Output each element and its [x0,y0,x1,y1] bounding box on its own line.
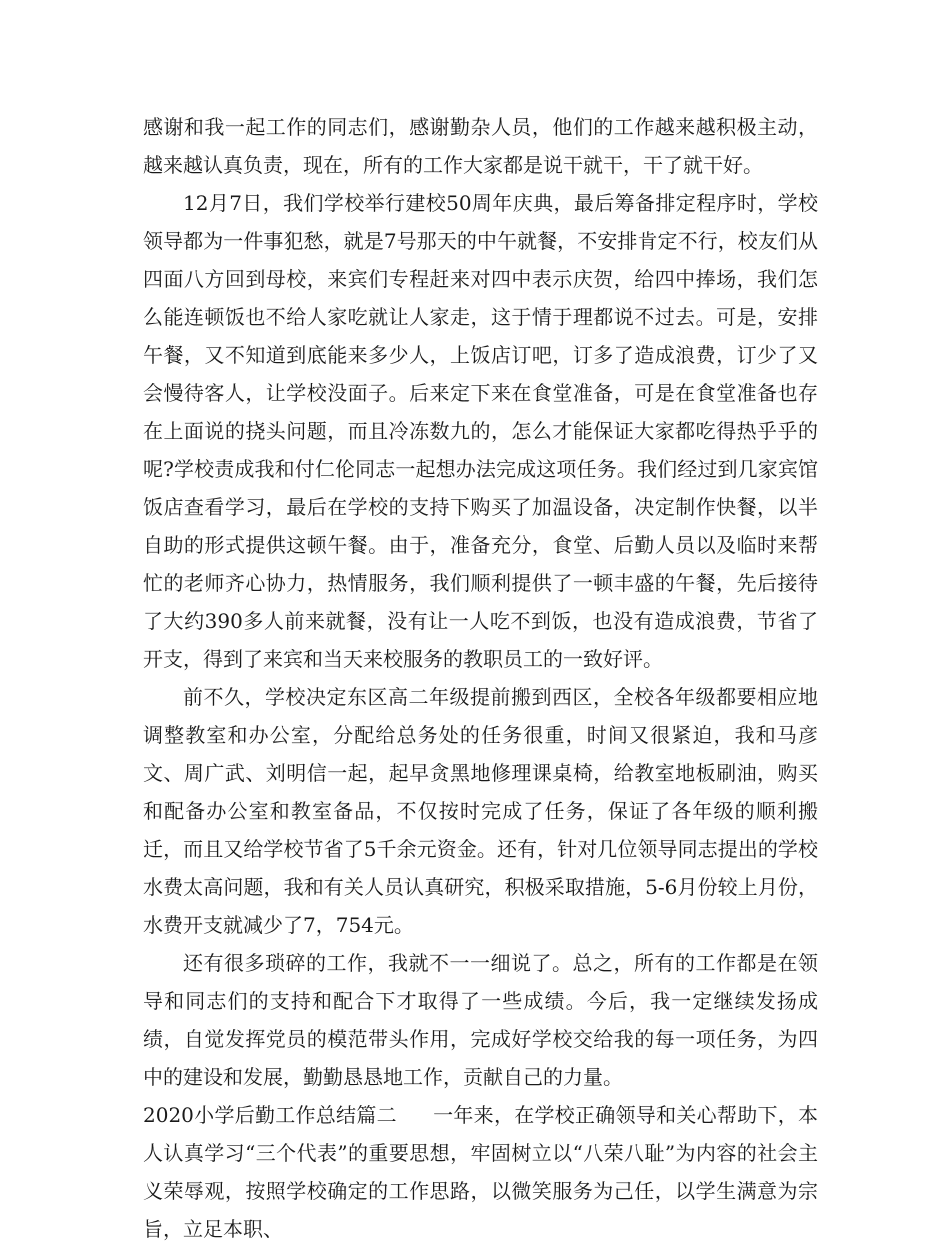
document-body [143,108,818,1248]
paragraph-1: 感谢和我一起工作的同志们，感谢勤杂人员，他们的工作越来越积极主动，越来越认真负责，现在，所有的工作大家都是说干就干，干了就干好。 [143,115,818,177]
section-heading: 2020小学后勤工作总结篇二 [143,1103,397,1127]
paragraph-2: 12月7日，我们学校举行建校50周年庆典，最后筹备排定程序时，学校领导都为一件事犯愁，就是7号那天的中午就餐，不安排肯定不行，校友们从四面八方回到母校，来宾们专程赶来对四中表示庆贺，给四中捧场，我们怎么能连顿饭也不给人家吃就让人家走，这于情于理都说不过去。可是，安排午餐，又不知道到底能来多少人，上饭店订吧，订多了造成浪费，订少了又会慢待客人，让学校没面子。后来定下来在食堂准备，可是在食堂准备也存在上面说的挠头问题，而且冷冻数九的，怎么才能保证大家都吃得热乎乎的呢?学校责成我和付仁伦同志一起想办法完成这项任务。我们经过到几家宾馆饭店查看学习，最后在学校的支持下购买了加温设备，决定制作快餐，以半自助的形式提供这顿午餐。由于，准备充分，食堂、后勤人员以及临时来帮忙的老师齐心协力，热情服务，我们顺利提供了一顿丰盛的午餐，先后接待了大约390多人前来就餐，没有让一人吃不到饭，也没有造成浪费，节省了开支，得到了来宾和当天来校服务的教职员工的一致好评。 [143,191,818,671]
section-paragraph [143,1096,818,1248]
paragraph-3: 前不久，学校决定东区高二年级提前搬到西区，全校各年级都要相应地调整教室和办公室，分配给总务处的任务很重，时间又很紧迫，我和马彦文、周广武、刘明信一起，起早贪黑地修理课桌椅，给教室地板刷油，购买和配备办公室和教室备品，不仅按时完成了任务，保证了各年级的顺利搬迁，而且又给学校节省了5千余元资金。还有，针对几位领导同志提出的学校水费太高问题，我和有关人员认真研究，积极采取措施，5-6月份较上月份，水费开支就减少了7，754元。 [143,685,818,937]
paragraph-4: 还有很多琐碎的工作，我就不一一细说了。总之，所有的工作都是在领导和同志们的支持和配合下才取得了一些成绩。今后，我一定继续发扬成绩，自觉发挥党员的模范带头作用，完成好学校交给我的每一项任务，为四中的建设和发展，勤勤恳恳地工作，贡献自己的力量。 [143,951,818,1089]
section-text: 一年来，在学校正确领导和关心帮助下，本人认真学习“三个代表”的重要思想，牢固树立以“八荣八耻”为内容的社会主义荣辱观，按照学校确定的工作思路，以微笑服务为己任，以学生满意为宗旨，立足本职、 [143,1103,819,1241]
